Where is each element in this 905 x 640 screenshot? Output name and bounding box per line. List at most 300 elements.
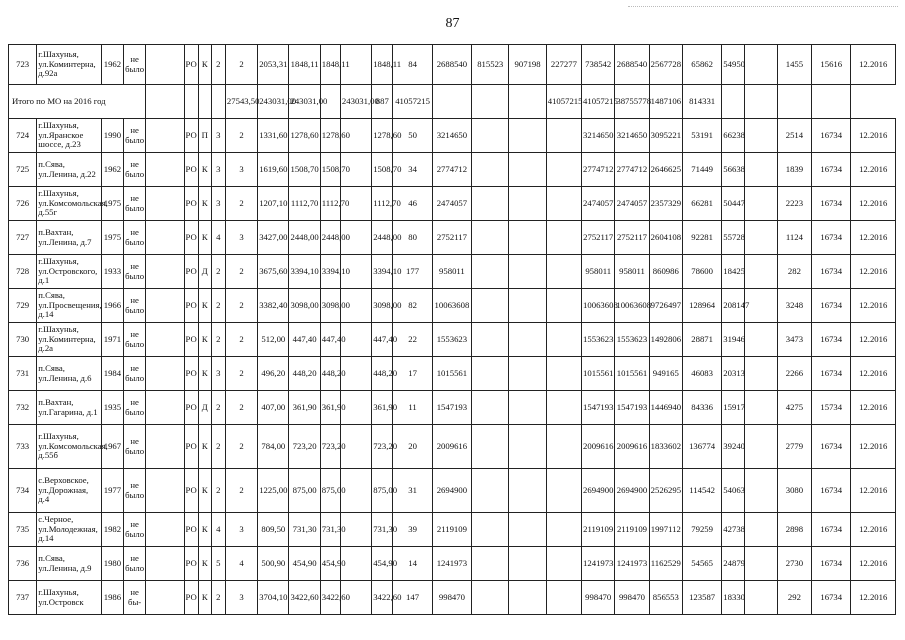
residential-area: 1508,70	[372, 153, 393, 187]
deadline: 12.2016	[851, 153, 896, 187]
total-cost-3: 1487106	[649, 85, 682, 119]
residential-area: 3098,00	[372, 289, 393, 323]
material: К	[198, 581, 211, 615]
cost-3: 71449	[682, 153, 721, 187]
table-row	[9, 221, 896, 255]
cost-total-2: 2474057	[582, 187, 615, 221]
cost-1: 2774712	[615, 153, 649, 187]
address: п.Сява, ул.Ленина, д.9	[37, 547, 102, 581]
cost-3: 28871	[682, 323, 721, 357]
table-row	[9, 391, 896, 425]
residential-area: 3394,10	[372, 255, 393, 289]
row-number: 726	[9, 187, 37, 221]
material: К	[198, 45, 211, 85]
cost-1: 2694900	[615, 469, 649, 513]
build-year: 1935	[101, 391, 123, 425]
cost-part-2	[509, 581, 546, 615]
empty-cell	[745, 323, 777, 357]
deadline: 12.2016	[851, 187, 896, 221]
cost-part-3	[546, 187, 581, 221]
fund: РО	[184, 547, 198, 581]
top-rule	[628, 6, 898, 7]
build-year: 1962	[101, 45, 123, 85]
status: не было	[124, 425, 146, 469]
cost-total-2: 2009616	[582, 425, 615, 469]
floors: 2	[211, 255, 225, 289]
cost-part-1	[472, 357, 509, 391]
cost-part-3	[546, 581, 581, 615]
deadline: 12.2016	[851, 469, 896, 513]
entrances: 3	[225, 153, 257, 187]
deadline: 12.2016	[851, 255, 896, 289]
status: не бы-	[124, 581, 146, 615]
cost-4: 55728	[722, 221, 745, 255]
unit-cost: 2266	[777, 357, 811, 391]
rate: 16734	[812, 255, 851, 289]
cost-total-2: 10063608	[582, 289, 615, 323]
cost-part-1	[472, 547, 509, 581]
material: К	[198, 289, 211, 323]
living-area: 448,20	[289, 357, 320, 391]
cost-1: 998470	[615, 581, 649, 615]
empty-cell	[146, 119, 184, 153]
empty-cell	[146, 153, 184, 187]
status: не было	[124, 547, 146, 581]
living-area-private: 3422,60	[320, 581, 340, 615]
empty-cell	[146, 45, 184, 85]
address: г.Шахунья, ул.Комсомольская, д.55б	[37, 425, 102, 469]
empty-cell	[745, 255, 777, 289]
entrances: 2	[225, 323, 257, 357]
floors: 5	[211, 547, 225, 581]
table-row	[9, 45, 896, 85]
cost-total-2: 2774712	[582, 153, 615, 187]
rate: 16734	[812, 187, 851, 221]
living-area-private: 3098,00	[320, 289, 340, 323]
cost-part-2	[509, 547, 546, 581]
build-year: 1984	[101, 357, 123, 391]
cost-1: 10063608	[615, 289, 649, 323]
cost-part-2	[509, 323, 546, 357]
residential-area: 1848,11	[372, 45, 393, 85]
cost-2: 949165	[649, 357, 682, 391]
total-area: 784,00	[258, 425, 289, 469]
living-area-private: 448,20	[320, 357, 340, 391]
fund: РО	[184, 469, 198, 513]
empty-cell	[745, 45, 777, 85]
residents-count: 14	[393, 547, 432, 581]
material: Д	[198, 391, 211, 425]
total-living-area-private: 243031,00	[289, 85, 320, 119]
cost-1: 1015561	[615, 357, 649, 391]
cost-2: 9726497	[649, 289, 682, 323]
row-number: 728	[9, 255, 37, 289]
cost-total-2: 1547193	[582, 391, 615, 425]
entrances: 2	[225, 425, 257, 469]
cost-part-3	[546, 513, 581, 547]
cost-3: 65862	[682, 45, 721, 85]
unit-cost: 3080	[777, 469, 811, 513]
cost-3: 54565	[682, 547, 721, 581]
living-area: 3394,10	[289, 255, 320, 289]
residents-count: 31	[393, 469, 432, 513]
row-number: 730	[9, 323, 37, 357]
cost-part-3	[546, 289, 581, 323]
cost-part-1	[472, 187, 509, 221]
empty-cell	[146, 547, 184, 581]
row-number: 723	[9, 45, 37, 85]
floors: 3	[211, 187, 225, 221]
total-area: 3382,40	[258, 289, 289, 323]
cost-3: 79259	[682, 513, 721, 547]
cost-part-1	[472, 255, 509, 289]
material: К	[198, 323, 211, 357]
cost-part-2	[509, 289, 546, 323]
empty-cell	[146, 85, 184, 119]
cost-4: 56638	[722, 153, 745, 187]
entrances: 2	[225, 469, 257, 513]
living-area: 454,90	[289, 547, 320, 581]
cost-part-2	[509, 425, 546, 469]
address: с.Верховское, ул.Дорожная, д.4	[37, 469, 102, 513]
unit-cost: 2779	[777, 425, 811, 469]
residents-count: 80	[393, 221, 432, 255]
deadline: 12.2016	[851, 357, 896, 391]
address: г.Шахунья, ул.Коминтерна, д.2а	[37, 323, 102, 357]
residential-area: 448,20	[372, 357, 393, 391]
total-area: 407,00	[258, 391, 289, 425]
material: П	[198, 119, 211, 153]
cost-part-3	[546, 469, 581, 513]
rate: 16734	[812, 153, 851, 187]
fund: РО	[184, 187, 198, 221]
residential-area: 447,40	[372, 323, 393, 357]
total-area: 1619,60	[258, 153, 289, 187]
cost-total: 2119109	[432, 513, 471, 547]
living-area: 731,30	[289, 513, 320, 547]
cost-1: 3214650	[615, 119, 649, 153]
residential-area: 3422,60	[372, 581, 393, 615]
cost-part-3	[546, 323, 581, 357]
total-area: 3704,10	[258, 581, 289, 615]
cost-total: 3214650	[432, 119, 471, 153]
total-residential-area: 243031,00	[340, 85, 371, 119]
fund: РО	[184, 221, 198, 255]
table-row	[9, 547, 896, 581]
living-area: 361,90	[289, 391, 320, 425]
status: не было	[124, 255, 146, 289]
entrances: 4	[225, 547, 257, 581]
total-living-area: 243031,00	[258, 85, 289, 119]
living-area-private: 454,90	[320, 547, 340, 581]
total-cost-2: 41057215	[546, 85, 581, 119]
empty-cell	[146, 357, 184, 391]
cost-4: 66238	[722, 119, 745, 153]
cost-part-2	[509, 255, 546, 289]
fund: РО	[184, 391, 198, 425]
total-area: 2053,31	[258, 45, 289, 85]
deadline: 12.2016	[851, 323, 896, 357]
address: г.Шахунья, ул.Островского, д.1	[37, 255, 102, 289]
row-number: 737	[9, 581, 37, 615]
cost-part-2	[509, 187, 546, 221]
cost-4: 208147	[722, 289, 745, 323]
cost-2: 3095221	[649, 119, 682, 153]
table-row	[9, 187, 896, 221]
row-number: 735	[9, 513, 37, 547]
cost-1: 2752117	[615, 221, 649, 255]
material: К	[198, 357, 211, 391]
cost-total-2: 1015561	[582, 357, 615, 391]
deadline: 12.2016	[851, 289, 896, 323]
cost-total: 2474057	[432, 187, 471, 221]
cost-total-2: 1553623	[582, 323, 615, 357]
row-number: 727	[9, 221, 37, 255]
cost-part-1	[472, 153, 509, 187]
empty-cell	[745, 391, 777, 425]
row-number: 734	[9, 469, 37, 513]
deadline: 12.2016	[851, 581, 896, 615]
empty-cell	[146, 187, 184, 221]
cost-part-2	[509, 119, 546, 153]
unit-cost: 2730	[777, 547, 811, 581]
material: К	[198, 425, 211, 469]
rate: 16734	[812, 425, 851, 469]
living-area: 1278,60	[289, 119, 320, 153]
page-number: 87	[445, 16, 460, 31]
table-row	[9, 153, 896, 187]
empty-cell	[472, 85, 509, 119]
table-row	[9, 357, 896, 391]
build-year: 1967	[101, 425, 123, 469]
cost-4: 24879	[722, 547, 745, 581]
cost-1: 1547193	[615, 391, 649, 425]
cost-part-3	[546, 547, 581, 581]
rate: 16734	[812, 289, 851, 323]
entrances: 3	[225, 513, 257, 547]
cost-4: 20313	[722, 357, 745, 391]
floors: 3	[211, 357, 225, 391]
cost-1: 1241973	[615, 547, 649, 581]
living-area: 3098,00	[289, 289, 320, 323]
cost-1: 2009616	[615, 425, 649, 469]
cost-part-1: 815523	[472, 45, 509, 85]
rate: 16734	[812, 547, 851, 581]
build-year: 1977	[101, 469, 123, 513]
status: не было	[124, 469, 146, 513]
empty-cell	[745, 513, 777, 547]
entrances: 3	[225, 221, 257, 255]
empty-cell	[509, 85, 546, 119]
empty-cell	[777, 85, 811, 119]
residents-count: 46	[393, 187, 432, 221]
living-area: 875,00	[289, 469, 320, 513]
address: п.Вахтан, ул.Ленина, д.7	[37, 221, 102, 255]
cost-3: 123587	[682, 581, 721, 615]
cost-part-3: 227277	[546, 45, 581, 85]
cost-part-1	[472, 221, 509, 255]
cost-2: 2604108	[649, 221, 682, 255]
fund: РО	[184, 581, 198, 615]
empty-cell	[745, 547, 777, 581]
unit-cost: 4275	[777, 391, 811, 425]
empty-cell	[812, 85, 851, 119]
empty-cell	[432, 85, 471, 119]
fund: РО	[184, 425, 198, 469]
total-cost: 41057215	[393, 85, 432, 119]
residents-count: 34	[393, 153, 432, 187]
empty-cell	[745, 119, 777, 153]
table-row	[9, 513, 896, 547]
living-area: 1848,11	[289, 45, 320, 85]
cost-3: 66281	[682, 187, 721, 221]
fund: РО	[184, 357, 198, 391]
unit-cost: 3248	[777, 289, 811, 323]
residential-area: 454,90	[372, 547, 393, 581]
cost-4: 18425	[722, 255, 745, 289]
cost-total-2: 1241973	[582, 547, 615, 581]
total-area: 1225,00	[258, 469, 289, 513]
cost-part-1	[472, 391, 509, 425]
address: п.Вахтан, ул.Гагарина, д.1	[37, 391, 102, 425]
cost-2: 1833602	[649, 425, 682, 469]
total-area: 1331,60	[258, 119, 289, 153]
material: К	[198, 469, 211, 513]
cost-part-1	[472, 513, 509, 547]
cost-part-2	[509, 469, 546, 513]
living-area-private: 3394,10	[320, 255, 340, 289]
address: г.Шахунья, ул.Комсомольская, д.55г	[37, 187, 102, 221]
floors: 2	[211, 469, 225, 513]
living-area: 723,20	[289, 425, 320, 469]
fund: РО	[184, 119, 198, 153]
build-year: 1990	[101, 119, 123, 153]
material: К	[198, 513, 211, 547]
rate: 15616	[812, 45, 851, 85]
cost-2: 2526295	[649, 469, 682, 513]
cost-2: 1492806	[649, 323, 682, 357]
living-area-private: 1112,70	[320, 187, 340, 221]
living-area-private: 2448,00	[320, 221, 340, 255]
build-year: 1971	[101, 323, 123, 357]
cost-part-2	[509, 357, 546, 391]
table-row	[9, 469, 896, 513]
cost-3: 92281	[682, 221, 721, 255]
deadline: 12.2016	[851, 221, 896, 255]
total-label: Итого по МО на 2016 год	[9, 85, 146, 119]
cost-total: 1015561	[432, 357, 471, 391]
cost-4: 50447	[722, 187, 745, 221]
row-number: 733	[9, 425, 37, 469]
cost-3: 114542	[682, 469, 721, 513]
empty-cell	[722, 85, 745, 119]
deadline: 12.2016	[851, 547, 896, 581]
unit-cost: 2223	[777, 187, 811, 221]
cost-part-3	[546, 153, 581, 187]
living-area: 3422,60	[289, 581, 320, 615]
cost-4: 54950	[722, 45, 745, 85]
table-row	[9, 581, 896, 615]
address: п.Сява, ул.Просвещения, д.14	[37, 289, 102, 323]
residents-count: 20	[393, 425, 432, 469]
rate: 16734	[812, 119, 851, 153]
status: не было	[124, 323, 146, 357]
empty-cell	[146, 469, 184, 513]
material: К	[198, 153, 211, 187]
material: К	[198, 547, 211, 581]
status: не было	[124, 513, 146, 547]
cost-4: 42738	[722, 513, 745, 547]
living-area-private: 361,90	[320, 391, 340, 425]
living-area-private: 1508,70	[320, 153, 340, 187]
cost-part-1	[472, 469, 509, 513]
cost-3: 136774	[682, 425, 721, 469]
material: К	[198, 221, 211, 255]
cost-total: 2752117	[432, 221, 471, 255]
floors: 2	[211, 425, 225, 469]
cost-2: 2646625	[649, 153, 682, 187]
status: не было	[124, 221, 146, 255]
cost-total: 958011	[432, 255, 471, 289]
cost-part-3	[546, 357, 581, 391]
residents-count: 84	[393, 45, 432, 85]
address: г.Шахунья, ул.Коминтерна, д.92а	[37, 45, 102, 85]
fund: РО	[184, 255, 198, 289]
cost-2: 2567728	[649, 45, 682, 85]
total-area: 496,20	[258, 357, 289, 391]
total-area: 512,00	[258, 323, 289, 357]
housing-register-table	[8, 44, 896, 615]
status: не было	[124, 357, 146, 391]
cost-4: 31946	[722, 323, 745, 357]
cost-part-1	[472, 119, 509, 153]
row-number: 725	[9, 153, 37, 187]
living-area-private: 731,30	[320, 513, 340, 547]
residents-count: 82	[393, 289, 432, 323]
address: п.Сява, ул.Ленина, д.6	[37, 357, 102, 391]
empty-cell	[146, 289, 184, 323]
empty-cell	[745, 581, 777, 615]
cost-total-2: 2752117	[582, 221, 615, 255]
empty-cell	[745, 289, 777, 323]
entrances: 2	[225, 391, 257, 425]
total-cost-1: 41057215	[582, 85, 615, 119]
status: не было	[124, 153, 146, 187]
deadline: 12.2016	[851, 119, 896, 153]
cost-1: 1553623	[615, 323, 649, 357]
entrances: 2	[225, 289, 257, 323]
empty-cell	[184, 85, 198, 119]
empty-cell	[146, 425, 184, 469]
total-area: 1207,10	[258, 187, 289, 221]
deadline: 12.2016	[851, 513, 896, 547]
empty-cell	[745, 469, 777, 513]
material: Д	[198, 255, 211, 289]
rate: 16734	[812, 357, 851, 391]
residents-count: 11	[393, 391, 432, 425]
build-year: 1986	[101, 581, 123, 615]
cost-total-2: 2694900	[582, 469, 615, 513]
cost-1: 2119109	[615, 513, 649, 547]
fund: РО	[184, 153, 198, 187]
residential-area: 361,90	[372, 391, 393, 425]
total-area: 27543,50	[225, 85, 257, 119]
cost-4: 18330	[722, 581, 745, 615]
cost-part-2: 907198	[509, 45, 546, 85]
unit-cost: 1124	[777, 221, 811, 255]
deadline: 12.2016	[851, 425, 896, 469]
total-cost-4: 814331	[682, 85, 721, 119]
